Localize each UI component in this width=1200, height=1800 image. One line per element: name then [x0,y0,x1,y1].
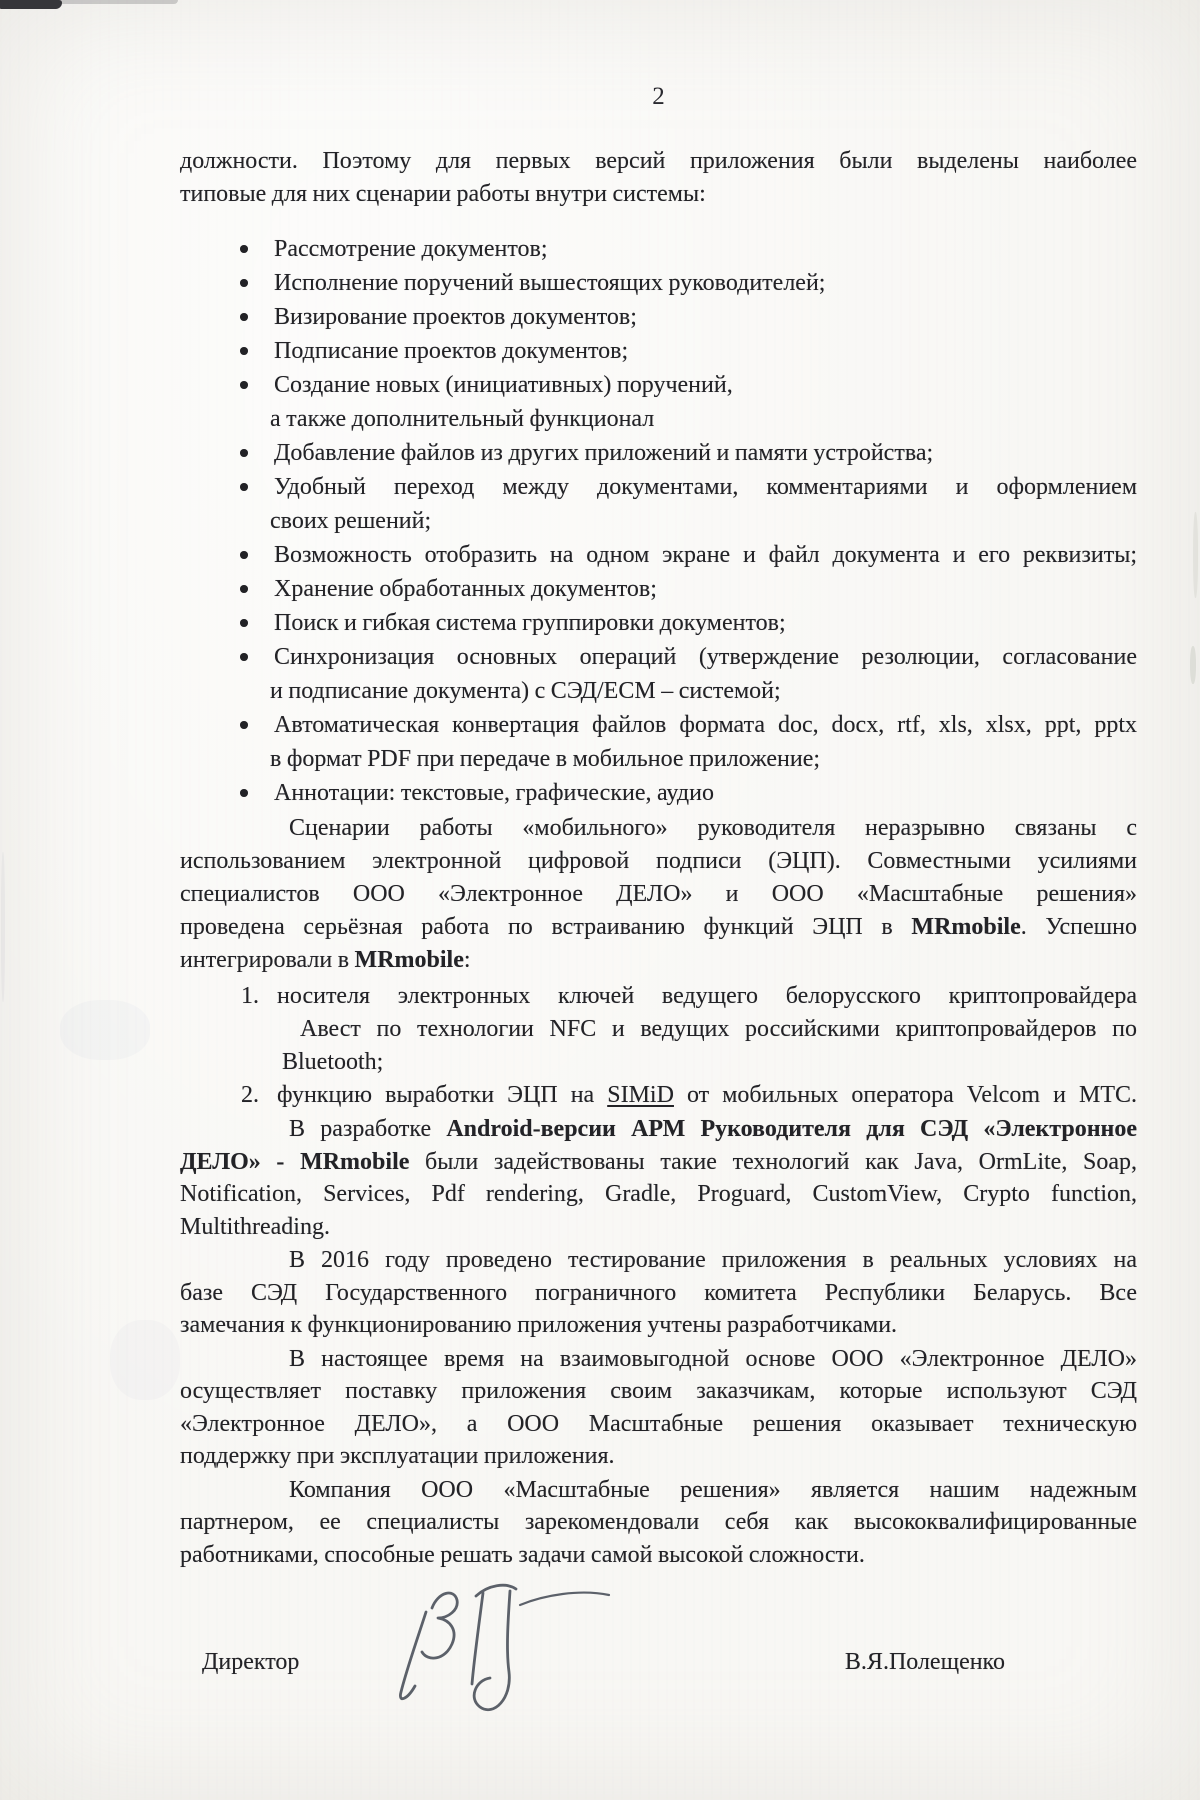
text-line: В 2016 году проведено тестирование приложения в реальных условиях на [289,1247,1137,1273]
bullet-marker [240,585,248,593]
document-body [180,145,1137,1571]
signature-title: Директор [202,1649,300,1675]
signatory-name: В.Я.Полещенко [844,1649,1005,1675]
text-line: Рассмотрение документов; [180,232,1137,266]
block-bullets [180,232,1137,810]
text-line: Возможность отобразить на одном экране и файл документа и его реквизиты; [180,538,1137,572]
bullet-marker [240,313,248,321]
text-line: в формат PDF при передаче в мобильное приложение; [270,746,821,772]
block-nums [180,980,1137,1112]
bullet-marker [240,789,248,797]
block-para [180,1244,1137,1342]
text-line: Multithreading. [180,1213,330,1240]
number-marker: 1. [241,983,259,1009]
bullet-marker [240,619,248,627]
text-line: Поиск и гибкая система группировки документов; [180,606,1137,640]
bullet-marker [240,483,248,491]
bullet-marker [240,551,248,559]
text-line: Аннотации: текстовые, графические, аудио [180,776,1137,810]
text-line: работниками, способные решать задачи самой высокой сложности. [180,1541,865,1568]
text-line: Визирование проектов документов; [180,300,1137,334]
text-line: проведена серьёзная работа по встраиванию функций ЭЦП в MRmobile. Успешно [180,914,1137,940]
bullet-marker [240,449,248,457]
text-line: и подписание документа) с СЭД/ЕСМ – системой; [270,678,781,704]
signature-row [180,1645,1137,1679]
text-line: а также дополнительный функционал [270,406,655,432]
number-marker: 2. [241,1082,259,1108]
text-line: использованием электронной цифровой подписи (ЭЦП). Совместными усилиями [180,848,1137,874]
text-line: В настоящее время на взаимовыгодной основе ООО «Электронное ДЕЛО» [289,1345,1137,1372]
scan-speck [110,1320,180,1400]
text-line: Notification, Services, Pdf rendering, Gradle, Proguard, CustomView, Crypto function, [180,1181,1137,1207]
bullet-marker [240,347,248,355]
text-line: должности. Поэтому для первых версий приложения были выделены наиболее [180,148,1137,174]
block-para [180,1474,1137,1572]
text-line: В разработке Android-версии АРМ Руководителя для СЭД «Электронное [289,1116,1138,1142]
text-line: Создание новых (инициативных) поручений, [180,368,1137,402]
text-line: Сценарии работы «мобильного» руководителя неразрывно связаны с [289,815,1137,841]
text-line: Исполнение поручений вышестоящих руководителей; [180,266,1137,300]
text-line: ДЕЛО» - MRmobile были задействованы такие технологий как Java, OrmLite, Soap, [180,1148,1137,1175]
bullet-marker [240,245,248,253]
text-line: базе СЭД Государственного пограничного комитета Республики Беларусь. Все [180,1279,1137,1306]
block-paraA [180,812,1137,977]
block-p1 [180,145,1137,211]
scan-speck [1190,646,1196,684]
signature-scribble [388,1568,623,1740]
text-line: Bluetooth; [282,1049,384,1075]
text-line: типовые для них сценарии работы внутри системы: [180,181,706,207]
text-line: Синхронизация основных операций (утверждение резолюции, согласование [180,640,1137,674]
text-line: Удобный переход между документами, комментариями и оформлением [180,470,1137,504]
text-line: партнером, ее специалисты зарекомендовали себя как высококвалифицированные [180,1509,1137,1535]
block-para [180,1343,1137,1473]
scan-speck [1,852,5,1002]
scan-artifact-corner-faint [60,0,178,4]
bullet-marker [240,721,248,729]
text-line: 1. носителя электронных ключей ведущего белорусского криптопровайдера [180,980,1137,1013]
text-line: «Электронное ДЕЛО», а ООО Масштабные решения оказывает техническую [180,1410,1137,1437]
text-line: осуществляет поставку приложения своим заказчикам, которые используют СЭД [180,1378,1137,1404]
text-line: поддержку при эксплуатации приложения. [180,1443,615,1469]
scan-speck [60,1000,150,1060]
block-para [180,1113,1137,1243]
bullet-marker [240,653,248,661]
text-line: своих решений; [270,508,432,534]
bullet-marker [240,279,248,287]
text-line: Авест по технологии NFC и ведущих российскими криптопровайдеров по [300,1016,1137,1042]
text-line: Подписание проектов документов; [180,334,1137,368]
text-line: замечания к функционированию приложения учтены разработчиками. [180,1312,898,1338]
scan-speck [1193,512,1198,598]
bullet-marker [240,381,248,389]
text-line: Хранение обработанных документов; [180,572,1137,606]
text-line: Компания ООО «Масштабные решения» является нашим надежным [289,1476,1137,1503]
text-line: Добавление файлов из других приложений и памяти устройства; [180,436,1137,470]
scan-artifact-corner [0,0,62,9]
text-line: Автоматическая конвертация файлов формата doc, docx, rtf, xls, xlsx, ppt, pptx [180,708,1137,742]
text-line: специалистов ООО «Электронное ДЕЛО» и ООО «Масштабные решения» [180,881,1137,907]
text-line: интегрировали в MRmobile: [180,947,471,973]
page-number: 2 [652,83,665,110]
text-line: 2. функцию выработки ЭЦП на SIMiD от мобильных оператора Velcom и МТС. [180,1079,1137,1112]
